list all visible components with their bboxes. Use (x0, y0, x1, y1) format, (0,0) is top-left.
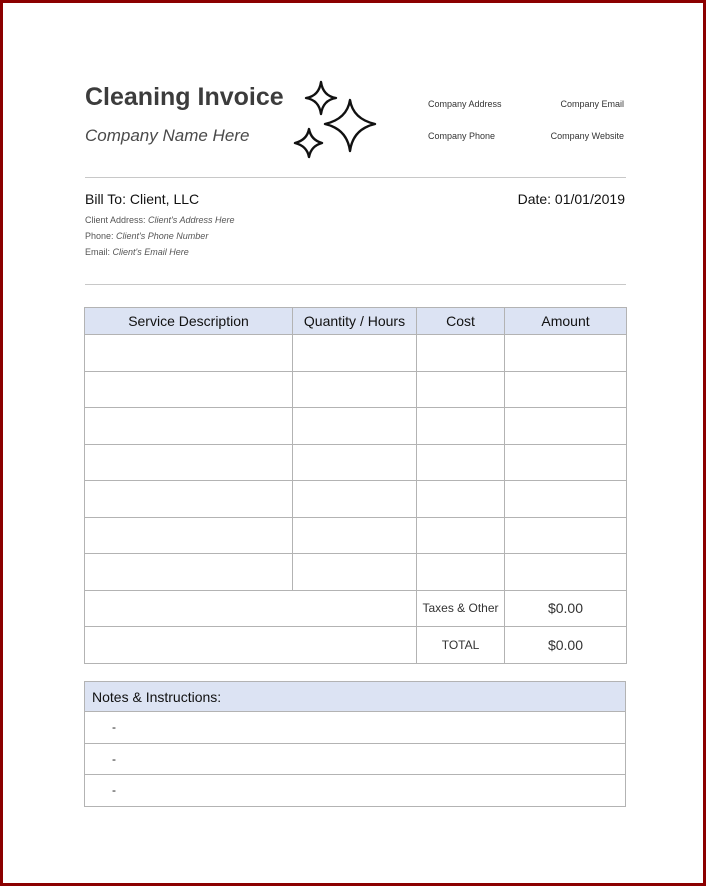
taxes-value: $0.00 (505, 590, 627, 627)
description-cell[interactable] (85, 517, 293, 554)
notes-title: Notes & Instructions: (85, 682, 626, 712)
cost-cell[interactable] (417, 371, 505, 408)
quantity-cell[interactable] (293, 481, 417, 518)
quantity-cell[interactable] (293, 335, 417, 372)
notes-item[interactable]: - (85, 712, 626, 744)
header-service-description: Service Description (85, 308, 293, 335)
taxes-row (85, 590, 627, 627)
cost-cell[interactable] (417, 554, 505, 591)
quantity-cell[interactable] (293, 371, 417, 408)
amount-cell[interactable] (505, 335, 627, 372)
table-header-row (85, 308, 627, 335)
description-cell[interactable] (85, 444, 293, 481)
client-address-line (85, 215, 234, 225)
client-email-value: Client's Email Here (112, 247, 189, 257)
bill-to-line: Bill To: Client, LLC (85, 191, 200, 207)
amount-cell[interactable] (505, 481, 627, 518)
table-row (85, 444, 627, 481)
table-row (85, 554, 627, 591)
quantity-cell[interactable] (293, 408, 417, 445)
company-address: Company Address (428, 99, 502, 109)
table-row (85, 408, 627, 445)
amount-cell[interactable] (505, 517, 627, 554)
amount-cell[interactable] (505, 554, 627, 591)
table-row (85, 481, 627, 518)
quantity-cell[interactable] (293, 517, 417, 554)
company-phone: Company Phone (428, 131, 496, 141)
cost-cell[interactable] (417, 444, 505, 481)
quantity-cell[interactable] (293, 444, 417, 481)
client-email-label: Email: (85, 247, 111, 257)
header-cost: Cost (417, 308, 505, 335)
total-blank-cell (85, 627, 417, 664)
total-label: TOTAL (417, 627, 505, 664)
company-website: Company Website (550, 131, 624, 141)
table-row (85, 335, 627, 372)
cost-cell[interactable] (417, 481, 505, 518)
description-cell[interactable] (85, 481, 293, 518)
sparkles-icon (292, 80, 380, 160)
taxes-blank-cell (85, 590, 417, 627)
table-row (85, 517, 627, 554)
billto-divider (85, 284, 626, 285)
client-address-label: Client Address: (85, 215, 146, 225)
total-value: $0.00 (505, 627, 627, 664)
header-divider (85, 177, 626, 178)
company-email: Company Email (560, 99, 624, 109)
notes-item[interactable]: - (85, 775, 626, 807)
cost-cell[interactable] (417, 408, 505, 445)
table-row (85, 371, 627, 408)
amount-cell[interactable] (505, 371, 627, 408)
cost-cell[interactable] (417, 517, 505, 554)
client-address-value: Client's Address Here (148, 215, 235, 225)
client-phone-line (85, 231, 208, 241)
description-cell[interactable] (85, 408, 293, 445)
invoice-title: Cleaning Invoice (85, 83, 284, 111)
client-phone-value: Client's Phone Number (116, 231, 209, 241)
quantity-cell[interactable] (293, 554, 417, 591)
invoice-items-table (84, 307, 627, 664)
amount-cell[interactable] (505, 444, 627, 481)
amount-cell[interactable] (505, 408, 627, 445)
notes-item[interactable]: - (85, 743, 626, 775)
description-cell[interactable] (85, 554, 293, 591)
total-row (85, 627, 627, 664)
taxes-label: Taxes & Other (417, 590, 505, 627)
description-cell[interactable] (85, 335, 293, 372)
description-cell[interactable] (85, 371, 293, 408)
cost-cell[interactable] (417, 335, 505, 372)
company-name: Company Name Here (85, 126, 250, 145)
header-amount: Amount (505, 308, 627, 335)
client-phone-label: Phone: (85, 231, 114, 241)
client-email-line (85, 247, 189, 257)
notes-table (84, 681, 626, 807)
invoice-date: Date: 01/01/2019 (517, 191, 625, 207)
header-quantity-hours: Quantity / Hours (293, 308, 417, 335)
